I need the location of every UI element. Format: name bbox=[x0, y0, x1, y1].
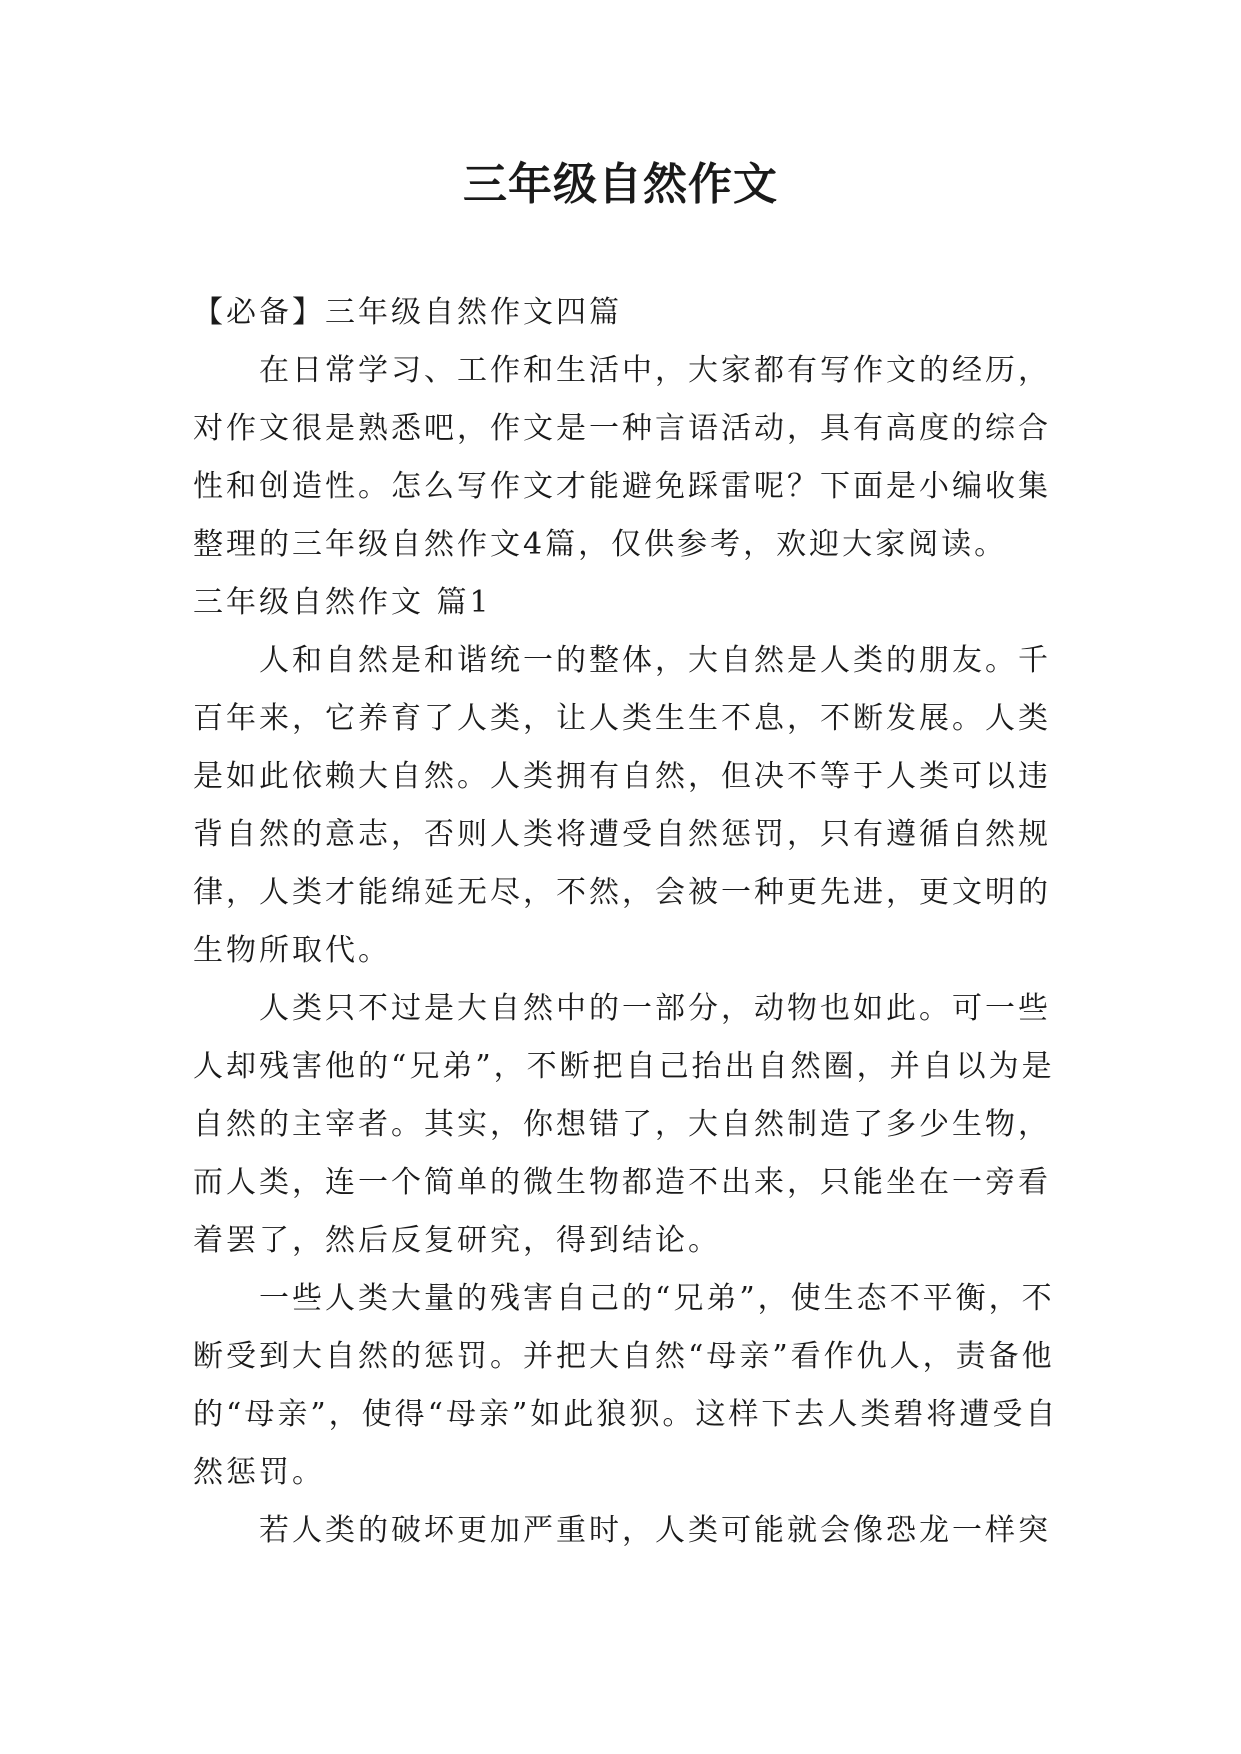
document-title: 三年级自然作文 bbox=[463, 159, 778, 210]
body-paragraph: 人类只不过是大自然中的一部分，动物也如此。可一些人却残害他的“兄弟”，不断把自己抬出自然圈，并自以为是自然的主宰者。其实，你想错了，大自然制造了多少生物，而人类，连一个简单的微生物都造不出来，只能坐在一旁看着罢了，然后反复研究，得到结论。 bbox=[193, 991, 1055, 1258]
body-paragraph: 一些人类大量的残害自己的“兄弟”，使生态不平衡，不断受到大自然的惩罚。并把大自然“母亲”看作仇人，责备他的“母亲”，使得“母亲”如此狼狈。这样下去人类碧将遭受自然惩罚。 bbox=[193, 1281, 1059, 1490]
document-subtitle: 【必备】三年级自然作文四篇 bbox=[193, 295, 622, 330]
body-paragraph: 若人类的破坏更加严重时，人类可能就会像恐龙一样突 bbox=[259, 1513, 1051, 1548]
intro-paragraph: 在日常学习、工作和生活中，大家都有写作文的经历，对作文很是熟悉吧，作文是一种言语活动，具有高度的综合性和创造性。怎么写作文才能避免踩雷呢？下面是小编收集整理的三年级自然作文4篇，仅供参考，欢迎大家阅读。 bbox=[193, 353, 1051, 562]
body-paragraph: 人和自然是和谐统一的整体，大自然是人类的朋友。千百年来，它养育了人类，让人类生生不息，不断发展。人类是如此依赖大自然。人类拥有自然，但决不等于人类可以违背自然的意志，否则人类将遭受自然惩罚，只有遵循自然规律，人类才能绵延无尽，不然，会被一种更先进，更文明的生物所取代。 bbox=[193, 643, 1051, 968]
document-body bbox=[193, 284, 1065, 1560]
section-heading: 三年级自然作文 篇1 bbox=[193, 585, 492, 620]
